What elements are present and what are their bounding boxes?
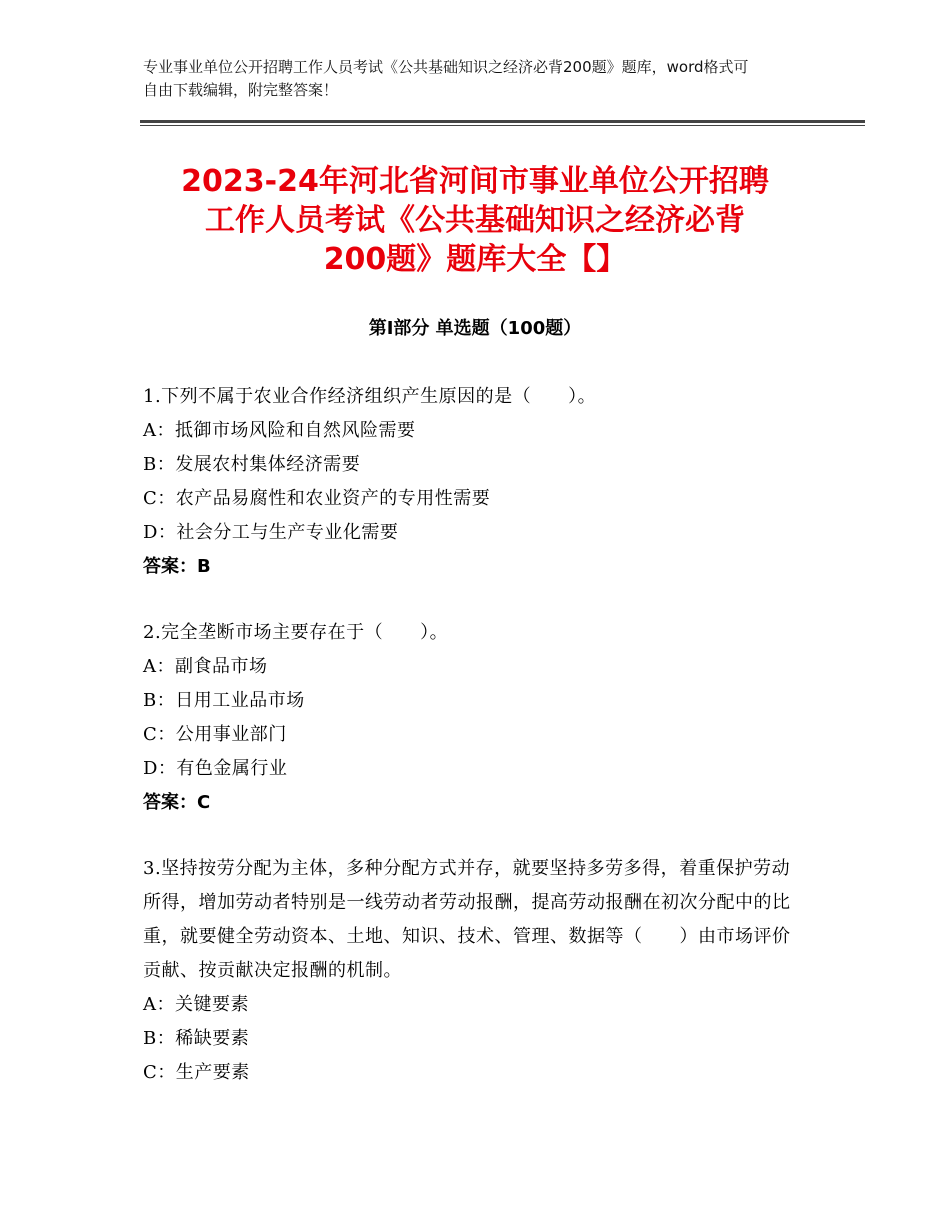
title-line-2: 工作人员考试《公共基础知识之经济必背: [205, 203, 745, 238]
option-a: A：关键要素: [143, 994, 249, 1015]
option-c: C：公用事业部门: [143, 724, 287, 745]
option-a: A：抵御市场风险和自然风险需要: [143, 420, 416, 441]
option-d: D：社会分工与生产专业化需要: [143, 522, 399, 543]
answer: 答案：C: [143, 792, 211, 813]
title-line-3: 200题》题库大全【】: [323, 242, 627, 277]
option-c: C：生产要素: [143, 1062, 250, 1083]
question-3: [143, 852, 803, 1090]
option-b: B：稀缺要素: [143, 1028, 250, 1049]
question-2: [143, 616, 803, 820]
question-stem: 2.完全垄断市场主要存在于（ ）。: [143, 622, 449, 643]
option-b: B：发展农村集体经济需要: [143, 454, 361, 475]
question-stem: 3.坚持按劳分配为主体，多种分配方式并存，就要坚持多劳多得，着重保护劳动所得，增加劳动者特别是一线劳动者劳动报酬，提高劳动报酬在初次分配中的比重，就要健全劳动资本、土地、知识、技术、管理、数据等（ ）由市场评价贡献、按贡献决定报酬的机制。: [143, 858, 791, 981]
option-b: B：日用工业品市场: [143, 690, 305, 711]
option-a: A：副食品市场: [143, 656, 268, 677]
document-title: [120, 162, 830, 279]
section-title: 第I部分 单选题（100题）: [368, 318, 582, 339]
answer: 答案：B: [143, 556, 211, 577]
question-1: [143, 380, 803, 584]
question-list: [143, 380, 803, 1122]
header-rule-thick: [140, 120, 865, 123]
option-c: C：农产品易腐性和农业资产的专用性需要: [143, 488, 491, 509]
header-note: 专业事业单位公开招聘工作人员考试《公共基础知识之经济必背200题》题库，word格式可自由下载编辑，附完整答案！: [143, 58, 749, 99]
title-line-1: 2023-24年河北省河间市事业单位公开招聘: [181, 164, 769, 199]
question-stem: 1.下列不属于农业合作经济组织产生原因的是（ ）。: [143, 386, 597, 407]
header-rule-thin: [140, 125, 865, 126]
option-d: D：有色金属行业: [143, 758, 288, 779]
